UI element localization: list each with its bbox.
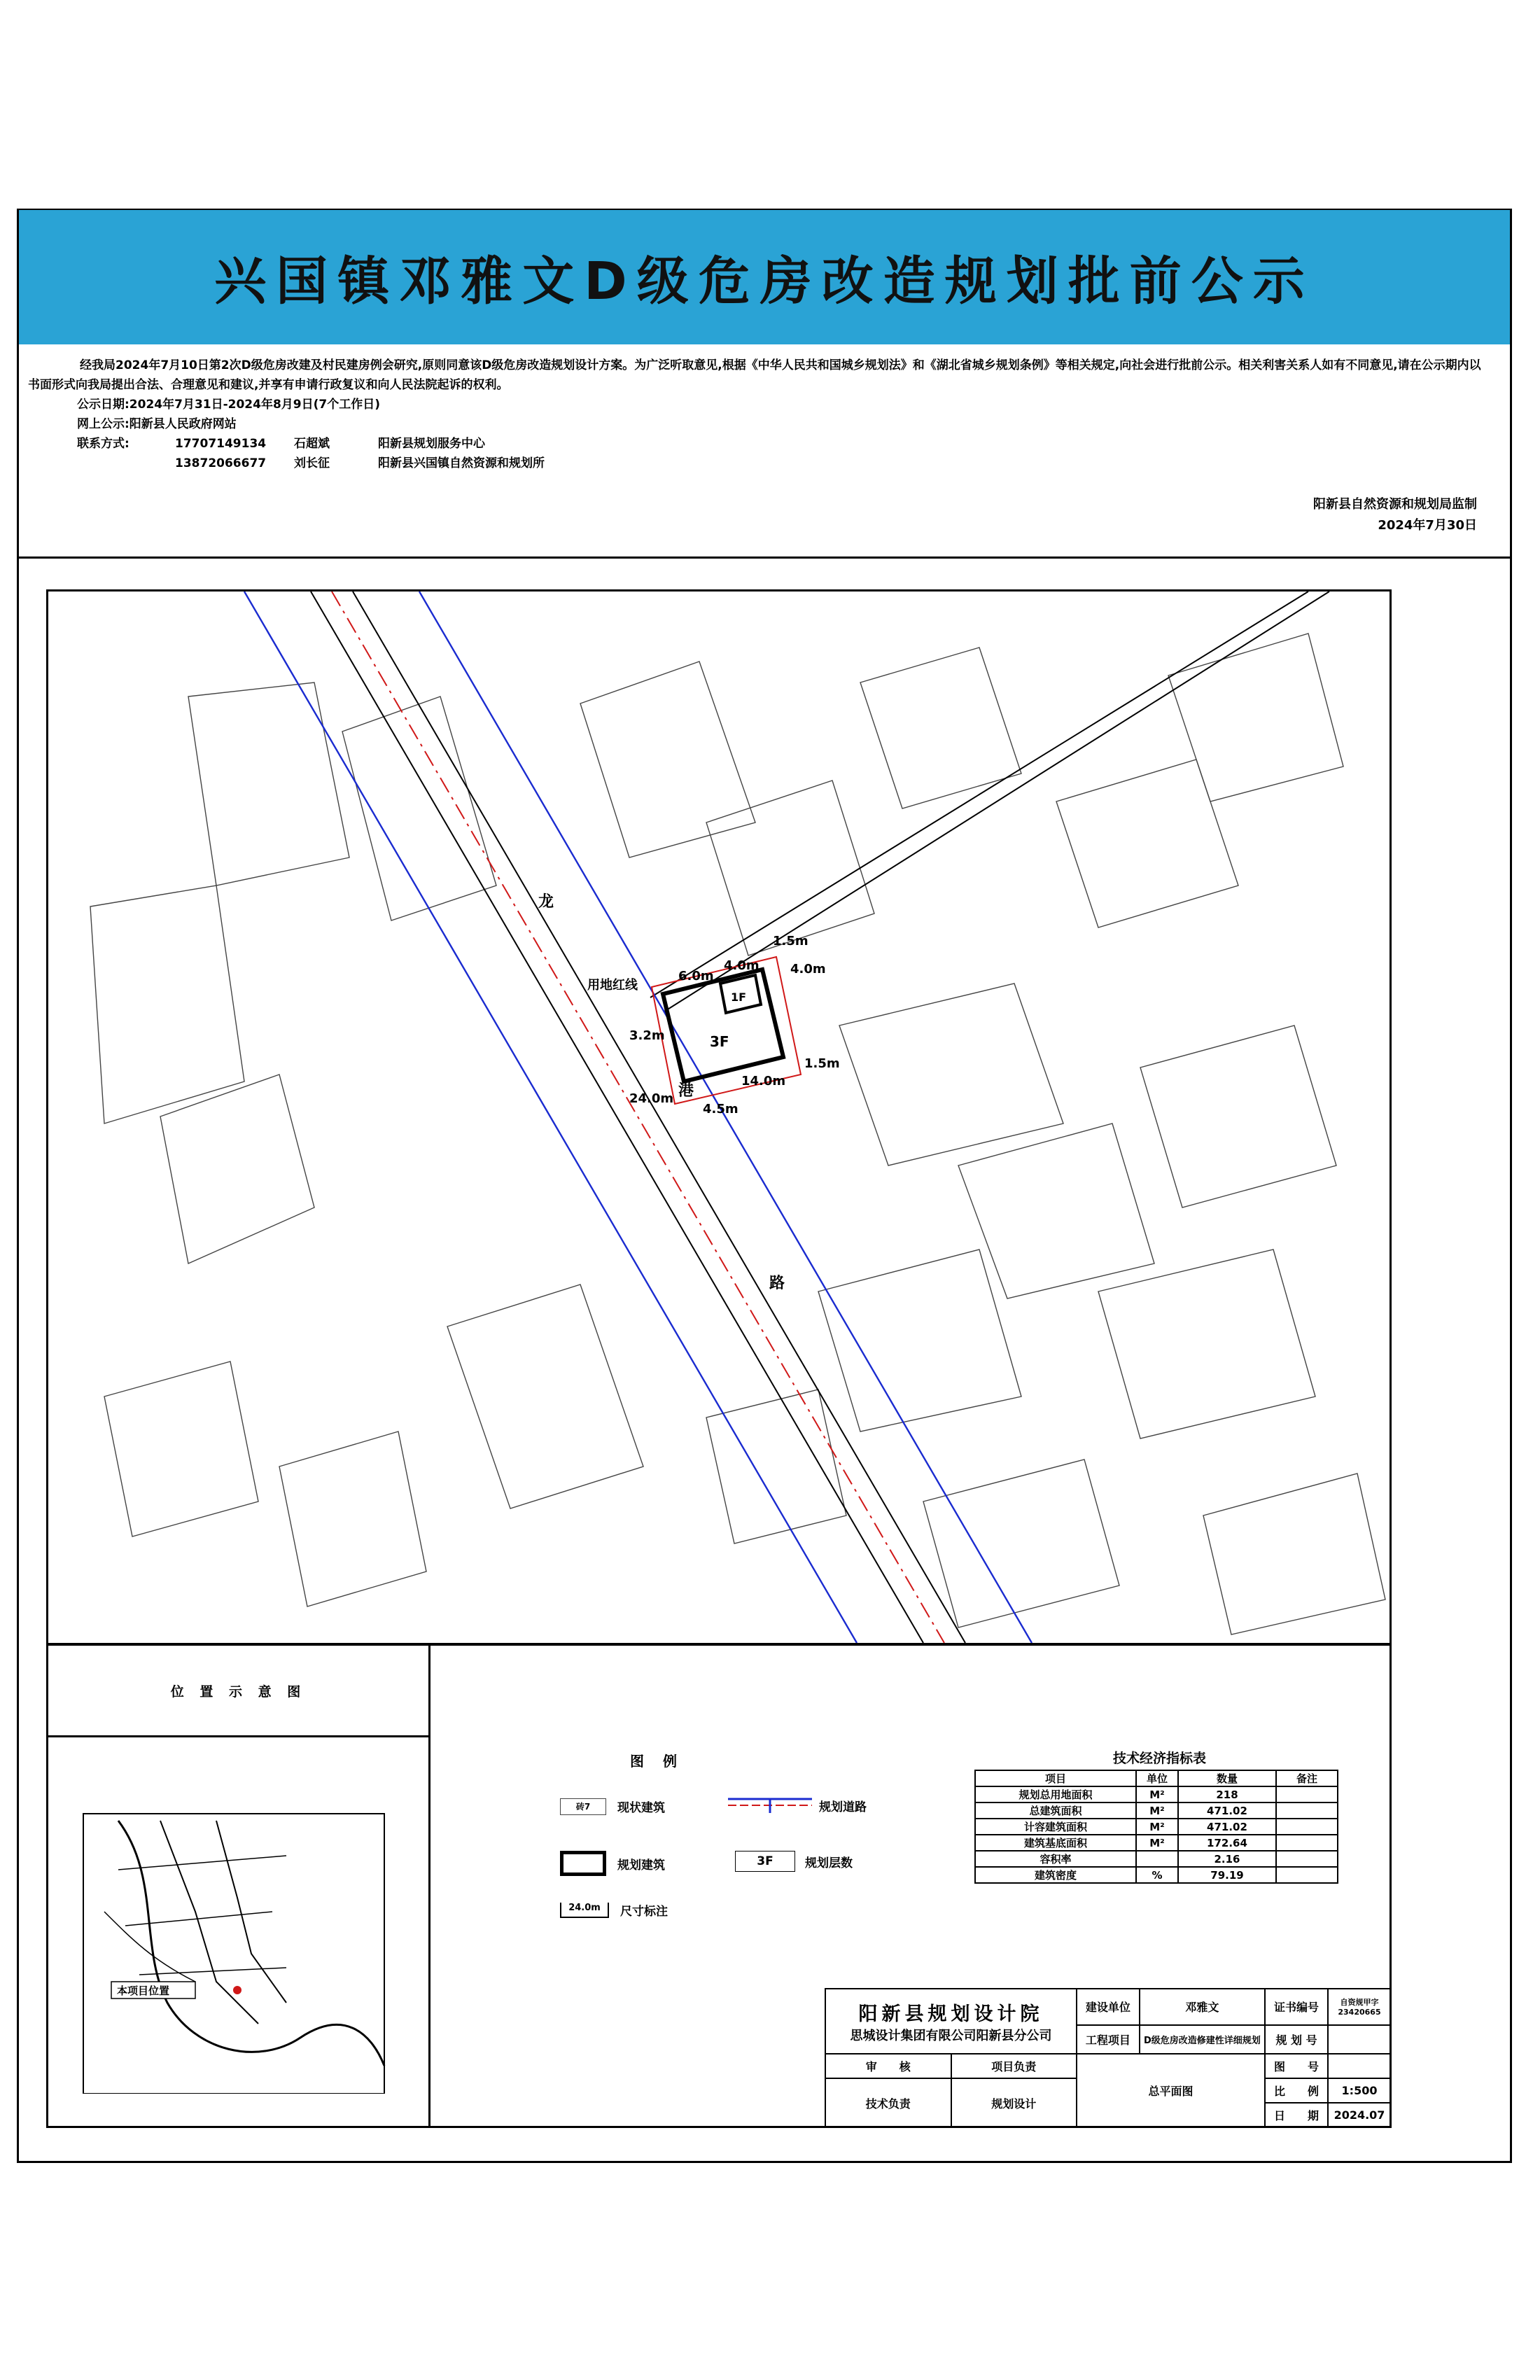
dim-right: 4.0m [790, 962, 826, 976]
road-edges [311, 592, 1329, 1643]
legend-road-label: 规划道路 [819, 1800, 867, 1814]
legend-road-swatch [728, 1796, 812, 1814]
dim-top-b: 4.0m [724, 958, 760, 973]
scale-value: 1:500 [1328, 2078, 1391, 2103]
planner-label: 规划设计 [951, 2078, 1077, 2127]
road-label-1: 龙 [538, 893, 554, 911]
contact-label: 联系方式: [77, 437, 130, 451]
page-title: 兴国镇邓雅文D级危房改造规划批前公示 [214, 251, 1315, 312]
drawing-name: 总平面图 [1077, 2054, 1265, 2127]
legend-floors-swatch: 3F [735, 1851, 795, 1872]
notice-paragraph: 经我局2024年7月10日第2次D级危房改建及村民建房例会研究,原则同意该D级危房改造规划设计方案。为广泛听取意见,根据《中华人民共和国城乡规划法》和《湖北省城乡规划条例》等相关规定,向社会进行批前公示。相关利害关系人如有不同意见,请在公示期内以书面形式向我局提出合法、合理意见和建议,并享有申请行政复议和向人民法院起诉的权利。 [28, 358, 1481, 392]
dim-bottom: 14.0m [741, 1074, 786, 1088]
table-row: 建筑密度 % 79.19 [975, 1867, 1338, 1883]
scale-label: 比 例 [1265, 2078, 1328, 2103]
signoff-date: 2024年7月30日 [1378, 518, 1477, 533]
client-label: 建设单位 [1077, 1989, 1140, 2025]
date-value: 2024.07 [1328, 2103, 1391, 2127]
location-panel [48, 1646, 430, 2126]
legend-title: 图 例 [630, 1753, 684, 1770]
table-row: 建筑基底面积 M² 172.64 [975, 1835, 1338, 1851]
legend-dimension-swatch: 24.0m [560, 1903, 609, 1918]
drawing-no-value [1328, 2054, 1391, 2078]
legend-floors-label: 规划层数 [805, 1856, 853, 1870]
legend-existing-label: 现状建筑 [617, 1801, 665, 1815]
project-label: 工程项目 [1077, 2025, 1140, 2054]
date-label: 日 期 [1265, 2103, 1328, 2127]
legend-dimension-label: 尺寸标注 [620, 1905, 668, 1919]
contact-phone-2: 13872066677 [175, 456, 267, 470]
plan-no-label: 规 划 号 [1265, 2025, 1328, 2054]
dim-right-bottom: 1.5m [804, 1056, 840, 1071]
project-location-marker [233, 1986, 241, 1994]
institute-sub: 思城设计集团有限公司阳新县分公司 [850, 2029, 1052, 2044]
notice-web: 网上公示:阳新县人民政府网站 [77, 417, 237, 431]
existing-buildings [90, 634, 1385, 1634]
contact-phone-1: 17707149134 [175, 437, 267, 451]
legend-dimension [560, 1901, 668, 1919]
cert-value: 自资规甲字23420665 [1328, 1989, 1391, 2025]
drawing-no-label: 图 号 [1265, 2054, 1328, 2078]
tech-table [974, 1770, 1338, 1884]
notice-text [28, 356, 1491, 473]
dim-top-a: 6.0m [678, 969, 714, 983]
review-label: 审 核 [825, 2054, 951, 2078]
notice-date: 公示日期:2024年7月31日-2024年8月9日(7个工作日) [77, 398, 380, 412]
tech-header-value: 数量 [1178, 1770, 1276, 1786]
location-marker-label: 本项目位置 [117, 1984, 170, 1997]
site-plan-map [46, 589, 1392, 1645]
tech-lead-label: 技术负责 [825, 2078, 951, 2127]
institute-name: 阳新县规划设计院 [858, 2003, 1044, 2026]
contact-name-1: 石超斌 [294, 437, 330, 451]
tech-header-item: 项目 [975, 1770, 1136, 1786]
legend-existing [560, 1798, 665, 1815]
contact-name-2: 刘长征 [294, 456, 330, 470]
location-map [76, 1772, 398, 2094]
title-block [825, 1988, 1392, 2128]
location-title: 位 置 示 意 图 [48, 1646, 428, 1737]
table-row: 规划总用地面积 M² 218 [975, 1786, 1338, 1802]
road-centerline [332, 592, 944, 1643]
title-banner [19, 210, 1510, 344]
legend-road [728, 1796, 867, 1814]
dim-road: 24.0m [629, 1091, 674, 1106]
legend-planned-swatch [560, 1851, 606, 1876]
institute-cell [825, 1989, 1077, 2054]
contact-org-1: 阳新县规划服务中心 [378, 437, 485, 451]
legend-planned [560, 1851, 665, 1876]
client-value: 邓雅文 [1140, 1989, 1265, 2025]
legend-existing-swatch: 砖7 [560, 1798, 606, 1815]
table-row: 容积率 2.16 [975, 1851, 1338, 1867]
signoff [1313, 494, 1477, 536]
legend-planned-label: 规划建筑 [617, 1858, 665, 1872]
signoff-org: 阳新县自然资源和规划局监制 [1313, 497, 1477, 512]
redline-label: 用地红线 [587, 978, 638, 993]
tech-table-title: 技术经济指标表 [1113, 1751, 1207, 1766]
dim-right-top: 1.5m [773, 934, 808, 948]
floors-main: 3F [710, 1033, 729, 1050]
tech-header-unit: 单位 [1136, 1770, 1178, 1786]
road-label-3: 路 [769, 1275, 785, 1292]
plan-no-value [1328, 2025, 1391, 2054]
table-row: 计容建筑面积 M² 471.02 [975, 1819, 1338, 1835]
table-row: 总建筑面积 M² 471.02 [975, 1802, 1338, 1819]
contact-org-2: 阳新县兴国镇自然资源和规划所 [378, 456, 545, 470]
divider [19, 556, 1510, 559]
site-plan-drawing [48, 592, 1390, 1643]
floors-annex: 1F [731, 990, 747, 1004]
road-label-2: 港 [678, 1082, 694, 1100]
project-lead-label: 项目负责 [951, 2054, 1077, 2078]
dim-left: 3.2m [629, 1028, 665, 1043]
project-value: D级危房改造修建性详细规划 [1140, 2025, 1265, 2054]
tech-header-note: 备注 [1276, 1770, 1338, 1786]
dim-setback: 4.5m [703, 1102, 738, 1116]
cert-label: 证书编号 [1265, 1989, 1328, 2025]
legend-floors [735, 1851, 853, 1872]
